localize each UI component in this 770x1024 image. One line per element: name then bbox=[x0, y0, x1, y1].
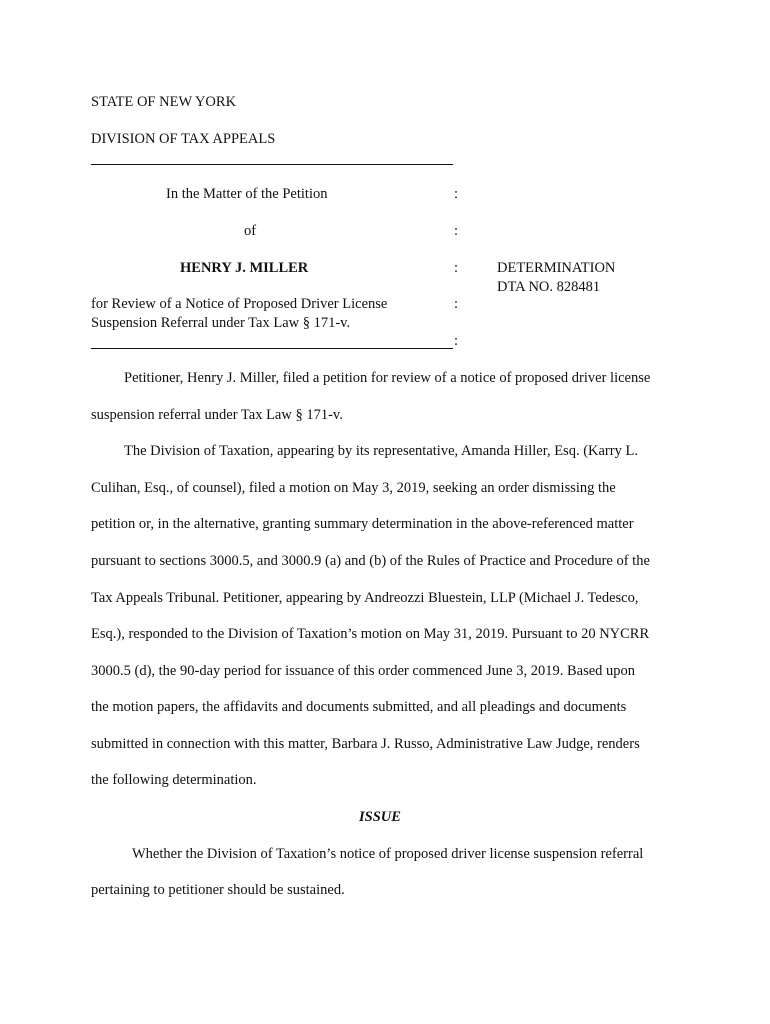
caption-top-rule bbox=[91, 164, 453, 165]
petitioner-name: HENRY J. MILLER bbox=[180, 260, 309, 276]
issue-line-2: pertaining to petitioner should be sustained. bbox=[91, 882, 345, 898]
body-line: submitted in connection with this matter, Barbara J. Russo, Administrative Law Judge, renders bbox=[91, 736, 640, 752]
issue-line-1: Whether the Division of Taxation’s notice of proposed driver license suspension referral bbox=[132, 846, 644, 862]
caption-matter: In the Matter of the Petition bbox=[166, 186, 328, 202]
issue-heading: ISSUE bbox=[359, 809, 401, 825]
determination-label: DETERMINATION bbox=[497, 260, 616, 276]
caption-colon: : bbox=[454, 333, 459, 349]
caption-colon: : bbox=[454, 260, 459, 276]
body-line: petition or, in the alternative, granting summary determination in the above-referenced matter bbox=[91, 516, 634, 532]
dta-number: DTA NO. 828481 bbox=[497, 279, 601, 295]
caption-colon: : bbox=[454, 186, 459, 202]
body-line: Tax Appeals Tribunal. Petitioner, appearing by Andreozzi Bluestein, LLP (Michael J. Tedesco, bbox=[91, 590, 639, 606]
review-line-2: Suspension Referral under Tax Law § 171-v. bbox=[91, 315, 351, 331]
body-line: Esq.), responded to the Division of Taxation’s motion on May 31, 2019. Pursuant to 20 NYCRR bbox=[91, 626, 650, 642]
state-heading: STATE OF NEW YORK bbox=[91, 94, 237, 110]
body-line: the motion papers, the affidavits and documents submitted, and all pleadings and documents bbox=[91, 699, 627, 715]
caption-colon: : bbox=[454, 223, 459, 239]
body-line: suspension referral under Tax Law § 171-v. bbox=[91, 407, 343, 423]
caption-of: of bbox=[244, 223, 257, 239]
body-line: The Division of Taxation, appearing by its representative, Amanda Hiller, Esq. (Karry L. bbox=[124, 443, 638, 459]
body-line: 3000.5 (d), the 90-day period for issuance of this order commenced June 3, 2019. Based upon bbox=[91, 663, 636, 679]
body-line: Petitioner, Henry J. Miller, filed a petition for review of a notice of proposed driver license bbox=[124, 370, 651, 386]
body-line: the following determination. bbox=[91, 772, 257, 788]
caption-colon: : bbox=[454, 296, 459, 312]
caption-bottom-rule bbox=[91, 348, 453, 349]
review-line-1: for Review of a Notice of Proposed Driver License bbox=[91, 296, 388, 312]
body-line: pursuant to sections 3000.5, and 3000.9 (a) and (b) of the Rules of Practice and Procedure of the bbox=[91, 553, 650, 569]
body-line: Culihan, Esq., of counsel), filed a motion on May 3, 2019, seeking an order dismissing the bbox=[91, 480, 616, 496]
division-heading: DIVISION OF TAX APPEALS bbox=[91, 131, 276, 147]
